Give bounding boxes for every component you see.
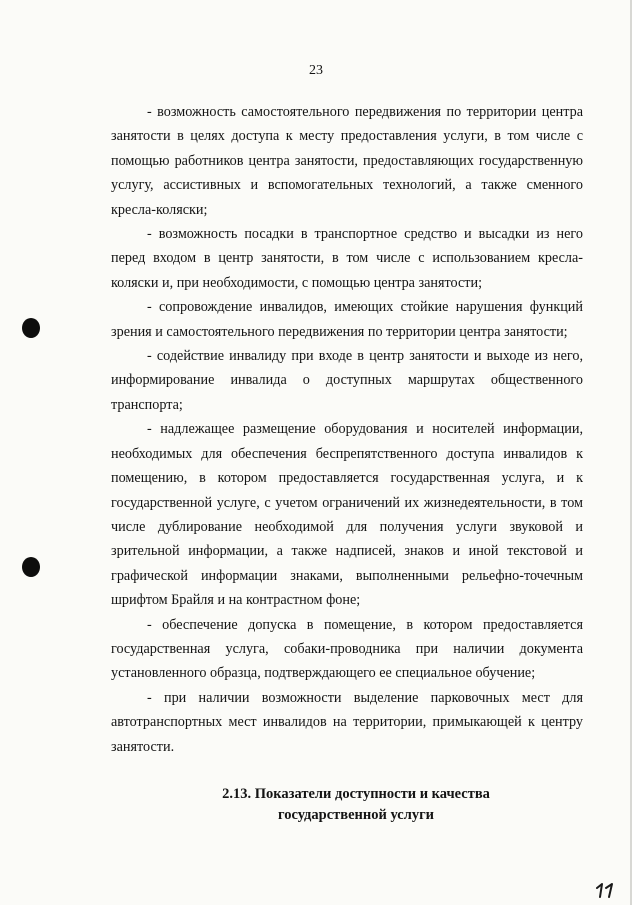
paragraph-boarding: - возможность посадки в транспортное средство и высадки из него перед входом в центр занятости, в том числе с использованием кресла-коляски и, при необходимости, с помощью центра занятости; [111,226,583,291]
paragraph-guide-dog: - обеспечение допуска в помещение, в котором предоставляется государственная услуга, собаки-проводника при наличии документа установленного образца, подтверждающего ее специальное обучение; [111,616,583,682]
section-heading-line-2: государственной услуги [277,807,435,823]
section-heading [120,784,592,826]
paragraph-entry-assistance: - содействие инвалиду при входе в центр занятости и выходе из него, информирование инвалида о доступных маршрутах общественного транспорта; [111,348,583,413]
section-heading-line-1: 2.13. Показатели доступности и качества [222,786,490,802]
paragraph-mobility: - возможность самостоятельного передвижения по территории центра занятости в целях доступа к месту предоставления услуги, в том числе с помощью работников центра занятости, предоставляющих государственную услугу, ассистивных и вспомогательных технологий, а также сменного кресла-коляски; [111,104,583,218]
handwritten-sheet-number [594,881,618,899]
punch-hole-bottom [22,557,40,577]
punch-hole-top [22,318,40,338]
paragraph-escort: - сопровождение инвалидов, имеющих стойкие нарушения функций зрения и самостоятельного передвижения по территории центра занятости; [111,299,583,340]
body-text [111,100,583,759]
paragraph-equipment-placement: - надлежащее размещение оборудования и носителей информации, необходимых для обеспечения беспрепятственного доступа инвалидов к помещению, в котором предоставляется государственная услуга, и к государственной услуге, с учетом ограничений их жизнедеятельности, в том числе дублирование необходимой для получения услуги звуковой и зрительной информации, а также надписей, знаков и иной текстовой и графической информации знаками, выполненными рельефно-точечным шрифтом Брайля и на контрастном фоне; [111,421,583,609]
page-number: 23 [309,63,323,78]
paragraph-parking: - при наличии возможности выделение парковочных мест для автотранспортных мест инвалидов на территории, примыкающей к центру занятости. [111,689,583,755]
